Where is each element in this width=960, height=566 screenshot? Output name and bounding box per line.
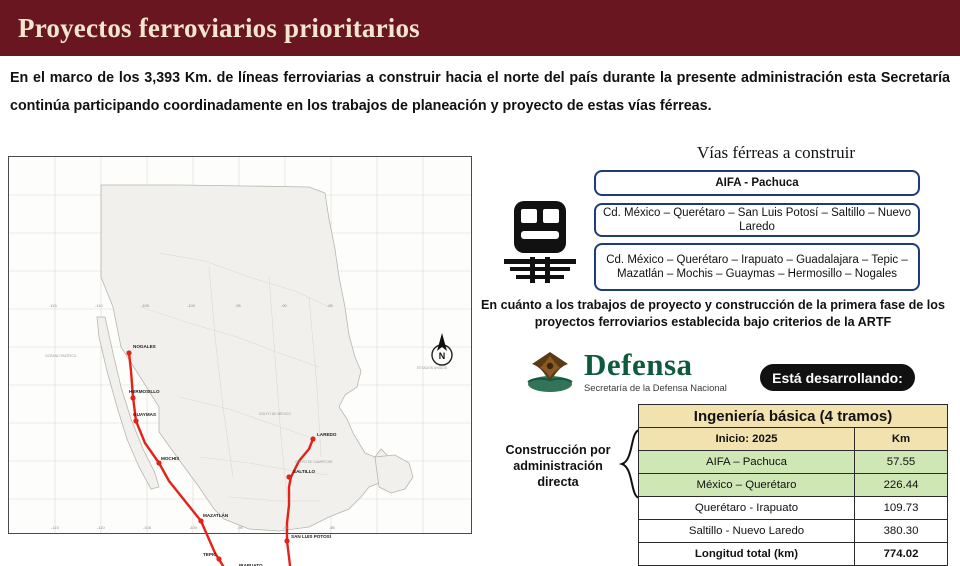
table-cell-km: 226.44 (855, 474, 948, 497)
svg-text:NOGALES: NOGALES (133, 344, 156, 349)
compass-icon (424, 329, 460, 371)
table-row (639, 474, 948, 497)
svg-text:-90: -90 (283, 525, 289, 530)
table-row (639, 497, 948, 520)
table-cell-km: 380.30 (855, 520, 948, 543)
svg-text:-85: -85 (329, 525, 335, 530)
route-box-nuevo-laredo[interactable]: Cd. México – Querétaro – San Luis Potosí – Saltillo – Nuevo Laredo (594, 203, 920, 237)
svg-text:-110: -110 (95, 303, 103, 308)
table-cell-tramo: Querétaro - Irapuato (639, 497, 855, 520)
svg-text:-105: -105 (141, 303, 150, 308)
svg-text:-100: -100 (187, 303, 196, 308)
defensa-logo (520, 340, 750, 400)
table-cell-tramo: AIFA – Pachuca (639, 451, 855, 474)
eagle-emblem-icon (520, 342, 580, 398)
table-cell-km: 57.55 (855, 451, 948, 474)
svg-text:-115: -115 (51, 525, 59, 530)
train-icon (500, 195, 580, 287)
intro-paragraph: En el marco de los 3,393 Km. de líneas ferroviarias a construir hacia el norte del país durante la presente administración esta Secretaría continúa participando coordinadamente en los trabajos de planeación y proyecto de estas vías férreas. (10, 70, 950, 114)
map-image (8, 156, 472, 566)
svg-text:ESTADOS UNIDOS: ESTADOS UNIDOS (417, 366, 448, 370)
svg-text:-110: -110 (97, 525, 105, 530)
title-bar (0, 0, 960, 56)
svg-text:HERMOSILLO: HERMOSILLO (129, 389, 160, 394)
svg-text:-85: -85 (327, 303, 333, 308)
map-svg (9, 157, 471, 566)
svg-text:-95: -95 (235, 303, 241, 308)
svg-text:-95: -95 (237, 525, 243, 530)
second-paragraph: En cuánto a los trabajos de proyecto y construcción de la primera fase de los proyectos ferroviarios establecida bajo criterios de la ARTF (480, 298, 945, 329)
svg-text:SAN LUIS POTOSÍ: SAN LUIS POTOSÍ (291, 534, 331, 539)
svg-text:IRAPUATO: IRAPUATO (239, 563, 263, 566)
table-cell-tramo: México – Querétaro (639, 474, 855, 497)
table-total-row (639, 543, 948, 566)
svg-text:-90: -90 (281, 303, 287, 308)
table-cell-tramo: Saltillo - Nuevo Laredo (639, 520, 855, 543)
svg-text:N: N (438, 351, 446, 361)
table-cell-km: 109.73 (855, 497, 948, 520)
table-col-km: Km (855, 428, 948, 451)
status-badge: Está desarrollando: (760, 364, 915, 391)
table-title: Ingeniería básica (4 tramos) (639, 405, 948, 428)
routes-title: Vías férreas a construir (696, 143, 856, 162)
svg-text:TEPIC: TEPIC (203, 552, 217, 557)
svg-text:GUAYMAS: GUAYMAS (133, 412, 157, 417)
svg-text:MOCHIS: MOCHIS (161, 456, 180, 461)
defensa-wordmark: Defensa (584, 346, 693, 382)
svg-text:-100: -100 (189, 525, 198, 530)
table-col-inicio: Inicio: 2025 (639, 428, 855, 451)
defensa-subtitle: Secretaría de la Defensa Nacional (584, 381, 727, 393)
route-box-aifa-pachuca[interactable]: AIFA - Pachuca (594, 170, 920, 196)
engineering-table (638, 404, 948, 566)
table-total-value: 774.02 (855, 543, 948, 566)
page-title: Proyectos ferroviarios prioritarios (18, 12, 420, 43)
svg-text:SALTILLO: SALTILLO (293, 469, 316, 474)
svg-text:MAZATLÁN: MAZATLÁN (203, 513, 229, 518)
table-row (639, 451, 948, 474)
construction-label: Construcción por administración directa (505, 443, 611, 489)
svg-text:GOLFO DE MÉXICO: GOLFO DE MÉXICO (259, 412, 291, 416)
svg-text:-115: -115 (49, 303, 57, 308)
route-box-nogales[interactable]: Cd. México – Querétaro – Irapuato – Guadalajara – Tepic – Mazatlán – Mochis – Guaymas – Hermosillo – Nogales (594, 243, 920, 291)
table-total-label: Longitud total (km) (639, 543, 855, 566)
table-row (639, 520, 948, 543)
svg-text:GOLFO DE CAMPECHE: GOLFO DE CAMPECHE (295, 460, 333, 464)
svg-text:OCÉANO PACÍFICO: OCÉANO PACÍFICO (45, 354, 77, 358)
svg-text:LAREDO: LAREDO (317, 432, 337, 437)
svg-text:-105: -105 (143, 525, 152, 530)
